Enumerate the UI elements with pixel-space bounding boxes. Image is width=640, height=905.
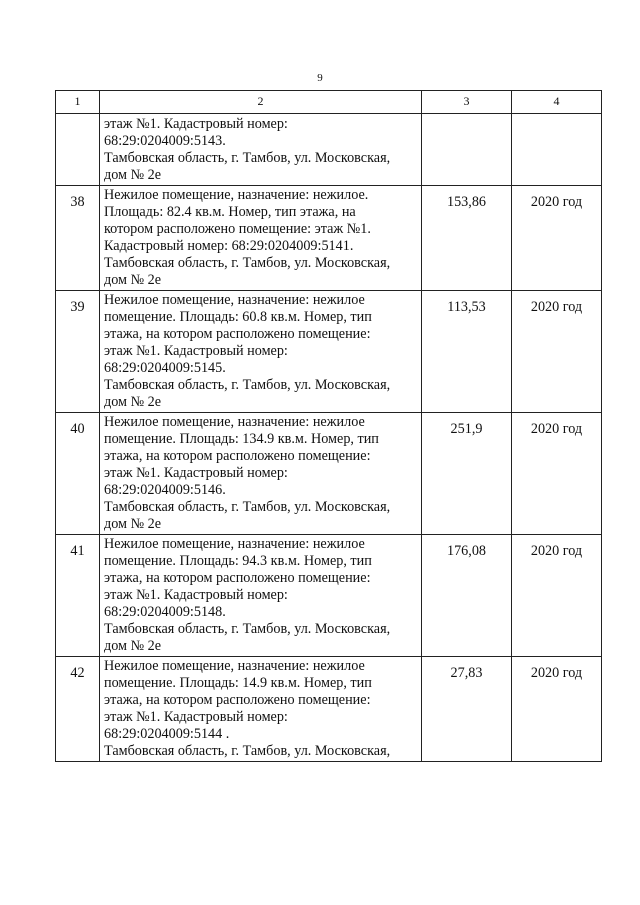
row-description-cell <box>100 291 422 413</box>
description-line: помещение. Площадь: 134.9 кв.м. Номер, тип <box>104 431 379 447</box>
description-line: этаж №1. Кадастровый номер: <box>104 587 288 603</box>
header-col-3: 3 <box>422 91 512 114</box>
description-line: Тамбовская область, г. Тамбов, ул. Московская, <box>104 743 391 759</box>
description-line: Площадь: 82.4 кв.м. Номер, тип этажа, на <box>104 204 356 220</box>
row-number-cell: 38 <box>56 186 100 291</box>
property-table <box>55 90 602 762</box>
table-row <box>56 535 602 657</box>
row-year-cell: 2020 год <box>512 186 602 291</box>
description-line: помещение. Площадь: 60.8 кв.м. Номер, тип <box>104 309 372 325</box>
description-line: Нежилое помещение, назначение: нежилое <box>104 536 365 552</box>
row-description-cell <box>100 535 422 657</box>
header-col-2: 2 <box>100 91 422 114</box>
row-number-cell <box>56 114 100 186</box>
row-area-cell: 27,83 <box>422 657 512 762</box>
table-row <box>56 413 602 535</box>
row-description-cell <box>100 413 422 535</box>
row-number-cell: 42 <box>56 657 100 762</box>
row-number-cell: 40 <box>56 413 100 535</box>
description-line: Нежилое помещение, назначение: нежилое <box>104 292 365 308</box>
description-line: дом № 2е <box>104 638 162 654</box>
description-line: дом № 2е <box>104 272 162 288</box>
table-row <box>56 657 602 762</box>
description-line: Тамбовская область, г. Тамбов, ул. Московская, <box>104 621 391 637</box>
description-line: 68:29:0204009:5148. <box>104 604 226 620</box>
description-line: 68:29:0204009:5144 . <box>104 726 230 742</box>
row-area-cell <box>422 114 512 186</box>
description-line: Тамбовская область, г. Тамбов, ул. Московская, <box>104 377 391 393</box>
page-number: 9 <box>317 72 323 84</box>
description-line: помещение. Площадь: 14.9 кв.м. Номер, тип <box>104 675 372 691</box>
description-line: 68:29:0204009:5145. <box>104 360 226 376</box>
row-year-cell: 2020 год <box>512 657 602 762</box>
row-description-cell <box>100 657 422 762</box>
description-line: этажа, на котором расположено помещение: <box>104 692 371 708</box>
row-number-cell: 41 <box>56 535 100 657</box>
description-line: этаж №1. Кадастровый номер: <box>104 116 288 132</box>
description-line: помещение. Площадь: 94.3 кв.м. Номер, тип <box>104 553 372 569</box>
description-line: этажа, на котором расположено помещение: <box>104 448 371 464</box>
row-area-cell: 176,08 <box>422 535 512 657</box>
row-year-cell: 2020 год <box>512 535 602 657</box>
row-year-cell <box>512 114 602 186</box>
table-row <box>56 186 602 291</box>
row-area-cell: 113,53 <box>422 291 512 413</box>
description-line: этажа, на котором расположено помещение: <box>104 570 371 586</box>
description-line: котором расположено помещение: этаж №1. <box>104 221 371 237</box>
row-area-cell: 251,9 <box>422 413 512 535</box>
header-col-4: 4 <box>512 91 602 114</box>
description-line: Нежилое помещение, назначение: нежилое <box>104 658 365 674</box>
description-line: этаж №1. Кадастровый номер: <box>104 709 288 725</box>
description-line: Тамбовская область, г. Тамбов, ул. Московская, <box>104 499 391 515</box>
description-line: Нежилое помещение, назначение: нежилое <box>104 414 365 430</box>
description-line: дом № 2е <box>104 516 162 532</box>
row-area-cell: 153,86 <box>422 186 512 291</box>
description-line: 68:29:0204009:5146. <box>104 482 226 498</box>
description-line: Нежилое помещение, назначение: нежилое. <box>104 187 369 203</box>
description-line: этаж №1. Кадастровый номер: <box>104 343 288 359</box>
description-line: этажа, на котором расположено помещение: <box>104 326 371 342</box>
row-description-cell <box>100 186 422 291</box>
table-row <box>56 291 602 413</box>
row-year-cell: 2020 год <box>512 291 602 413</box>
description-line: Кадастровый номер: 68:29:0204009:5141. <box>104 238 354 254</box>
description-line: дом № 2е <box>104 167 162 183</box>
header-col-1: 1 <box>56 91 100 114</box>
description-line: дом № 2е <box>104 394 162 410</box>
table-row-continuation <box>56 114 602 186</box>
description-line: Тамбовская область, г. Тамбов, ул. Московская, <box>104 255 391 271</box>
description-line: Тамбовская область, г. Тамбов, ул. Московская, <box>104 150 391 166</box>
row-year-cell: 2020 год <box>512 413 602 535</box>
row-number-cell: 39 <box>56 291 100 413</box>
row-description-cell <box>100 114 422 186</box>
header-row <box>56 91 602 114</box>
description-line: этаж №1. Кадастровый номер: <box>104 465 288 481</box>
description-line: 68:29:0204009:5143. <box>104 133 226 149</box>
